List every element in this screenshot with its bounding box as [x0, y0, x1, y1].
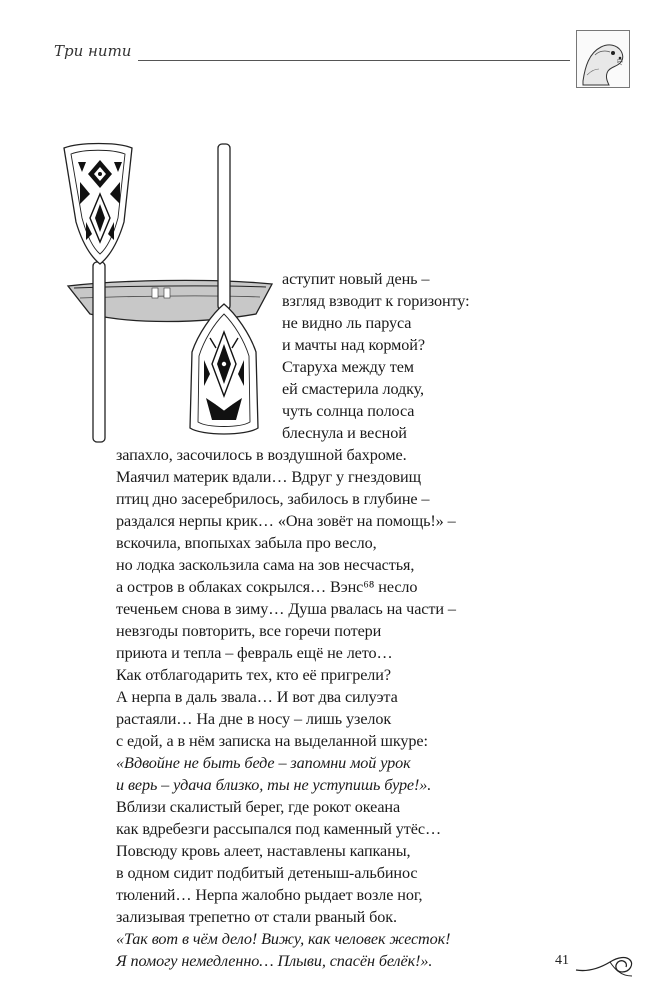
- poem-line: Вблизи скалистый берег, где рокот океана: [116, 798, 401, 816]
- poem-line: с едой, а в нём записка на выделанной шкуре:: [116, 732, 428, 750]
- poem-line: вскочила, впопыхах забыла про весло,: [116, 534, 377, 552]
- poem-line: Повсюду кровь алеет, наставлены капканы,: [116, 842, 411, 860]
- poem-line: раздался нерпы крик… «Она зовёт на помощь!» –: [116, 512, 456, 530]
- poem-line: в одном сидит подбитый детеныш-альбинос: [116, 864, 418, 882]
- poem-line: а остров в облаках сокрылся… Вэнс⁶⁸ несло: [116, 578, 418, 596]
- poem-line: как вдребезги рассыпался под каменный утёс…: [116, 820, 442, 838]
- poem-line: приюта и тепла – февраль ещё не лето…: [116, 644, 393, 662]
- poem-line: не видно ль паруса: [282, 314, 412, 332]
- poem-line: А нерпа в даль звала… И вот два силуэта: [116, 688, 398, 706]
- running-header-title: Три нити: [54, 42, 132, 60]
- poem-line: запахло, засочилось в воздушной бахроме.: [116, 446, 407, 464]
- page-number: 41: [555, 953, 569, 968]
- poem-line-italic: «Вдвойне не быть беде – запомни мой урок: [116, 754, 411, 772]
- poem-line: взгляд взводит к горизонту:: [282, 292, 470, 310]
- drop-cap-oars-illustration: [60, 138, 280, 450]
- poem-line: птиц дно засеребрилось, забилось в глубине –: [116, 490, 430, 508]
- flourish-ornament-icon: [574, 950, 636, 980]
- poem-line: Старуха между тем: [282, 358, 414, 376]
- poem-line: зализывая трепетно от стали рваный бок.: [116, 908, 397, 926]
- poem-line: тюлений… Нерпа жалобно рыдает возле ног,: [116, 886, 423, 904]
- poem-line: Маячил материк вдали… Вдруг у гнездовищ: [116, 468, 421, 486]
- poem-line: но лодка заскользила сама на зов несчастья,: [116, 556, 415, 574]
- header-seal-thumbnail: [576, 30, 630, 88]
- seal-head-icon: [577, 31, 629, 87]
- poem-line: чуть солнца полоса: [282, 402, 415, 420]
- poem-line: растаяли… На дне в носу – лишь узелок: [116, 710, 392, 728]
- poem-line-italic: «Так вот в чём дело! Вижу, как человек жесток!: [116, 930, 451, 948]
- poem-line-italic: и верь – удача близко, ты не уступишь буре!».: [116, 776, 432, 794]
- poem-line: блеснула и весной: [282, 424, 407, 442]
- poem-line: аступит новый день –: [282, 270, 430, 288]
- poem-line: ей смастерила лодку,: [282, 380, 425, 398]
- poem-line: теченьем снова в зиму… Душа рвалась на части –: [116, 600, 456, 618]
- header-rule: [138, 60, 570, 61]
- poem-line: и мачты над кормой?: [282, 336, 425, 354]
- poem-line-italic: Я помогу немедленно… Плыви, спасён белёк!».: [116, 952, 433, 970]
- poem-line: Как отблагодарить тех, кто её пригрели?: [116, 666, 391, 684]
- poem-line: невзгоды повторить, все горечи потери: [116, 622, 382, 640]
